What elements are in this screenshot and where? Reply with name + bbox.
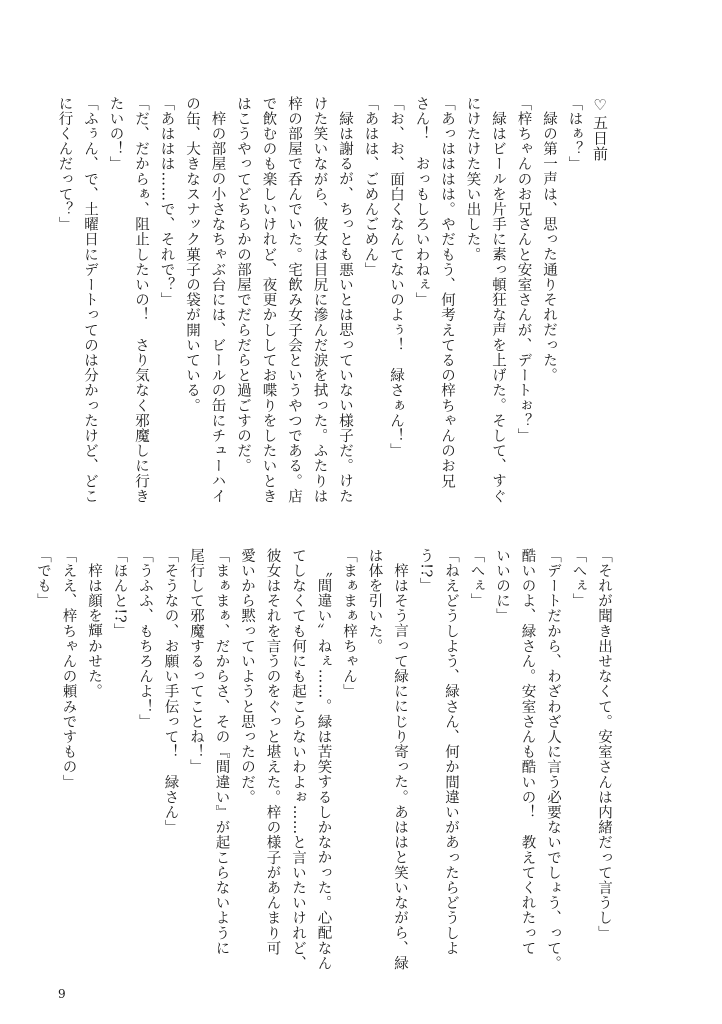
- text-line: 「ふぅん、で、土曜日にデートってのは分かったけど、どこ: [82, 96, 98, 504]
- text-line: に行くんだって？」: [56, 96, 73, 232]
- text-line: 「あっはははは。やだもう、何考えてるの梓ちゃんのお兄: [439, 96, 455, 489]
- text-line: 「まぁまぁ、だからさ、その『間違い』が起こらないように: [213, 548, 230, 956]
- text-line: 緑は謝るが、ちっとも悪いとは思っていない様子だ。けた: [337, 110, 353, 504]
- text-line: 梓の部屋の小さなちゃぶ台には、ビールの缶にチューハイ: [209, 110, 226, 504]
- text-line: 「へぇ」: [570, 548, 587, 609]
- text-line: にけたけた笑い出した。: [464, 96, 481, 263]
- text-line: 彼女はそれを言うのをぐっと堪えた。梓の様子があんまり可: [264, 548, 281, 956]
- text-line: 「それが聞き出せなくて。安室さんは内緒だって言うし」: [596, 548, 612, 941]
- text-line: 「うふふ、もちろんよ！」: [137, 548, 153, 730]
- text-line: いいのに」: [494, 548, 510, 624]
- text-line: 愛いから黙っていようと思ったのだ。: [239, 548, 255, 805]
- chapter-heading: ♡五日前: [591, 96, 609, 162]
- lower-text-block: [30, 548, 617, 980]
- text-line: 梓は顔を輝かせた。: [86, 562, 102, 699]
- text-line: てしなくても何にも起こらないわよぉ……と言いたいけれど、: [290, 548, 306, 971]
- text-line: 「お、お、面白くなんてないのよぅ！ 緑さぁん！」: [388, 96, 404, 459]
- text-line: けた笑いながら、彼女は目尻に滲んだ涙を拭った。ふたりは: [311, 96, 328, 504]
- text-line: 「でも」: [35, 548, 51, 609]
- text-line: 「デートだから、わざわざ人に言う必要ないでしょう、って。: [545, 548, 561, 971]
- text-line: 「そうなの、お願い手伝って！ 緑さん」: [162, 548, 179, 835]
- page-number: 9: [58, 987, 66, 1001]
- text-line: 梓はそう言って緑ににじり寄った。あははと笑いながら、緑: [392, 562, 408, 971]
- text-line: 緑はビールを片手に素っ頓狂な声を上げた。そして、すぐ: [490, 110, 506, 504]
- text-line: 「ほんと!?」: [111, 548, 128, 639]
- text-line: 「あははは……で、それで？」: [158, 96, 175, 308]
- text-line: 「ねえどうしよう、緑さん、何か間違いがあったらどうしよ: [443, 548, 459, 956]
- text-line: う!?」: [417, 548, 434, 594]
- text-line: 「あはは、ごめんごめん」: [362, 96, 379, 278]
- text-line: 〝間違い〟ねぇ……。緑は苦笑するしかなかった。心配なん: [315, 562, 332, 971]
- text-line: で飲むのも楽しいけれど、夜更かししてお喋りをしたいとき: [260, 96, 277, 504]
- text-line: 「梓ちゃんのお兄さんと安室さんが、デートぉ？」: [515, 96, 532, 444]
- text-line: たいの！」: [107, 96, 124, 172]
- text-line: は体を引いた。: [366, 548, 383, 654]
- text-line: 「だ、だからぁ、阻止したいの！ さり気なく邪魔しに行き: [133, 96, 149, 504]
- text-line: 梓の部屋で呑んでいた。宅飲み女子会というやつである。店: [286, 96, 302, 504]
- upper-text-block: [51, 96, 612, 528]
- text-line: 酷いのよ、緑さん。安室さんも酷いの！ 教えてくれたって: [519, 548, 536, 956]
- text-line: 尾行して邪魔するってことね！」: [188, 548, 204, 775]
- text-line: 「まぁまぁ梓ちゃん」: [341, 548, 357, 699]
- text-line: 「へぇ」: [468, 548, 485, 609]
- text-line: の缶、大きなスナック菓子の袋が開いている。: [184, 96, 200, 414]
- text-line: 緑の第一声は、思った通りそれだった。: [541, 110, 557, 383]
- text-line: さん！ おっもしろいわねぇ」: [413, 96, 430, 308]
- text-line: はこうやってどちらかの部屋でだらだらと過ごすのだ。: [235, 96, 251, 474]
- text-line: 「ええ、梓ちゃんの頼みですもの」: [60, 548, 77, 790]
- text-line: 「はぁ？」: [566, 96, 583, 172]
